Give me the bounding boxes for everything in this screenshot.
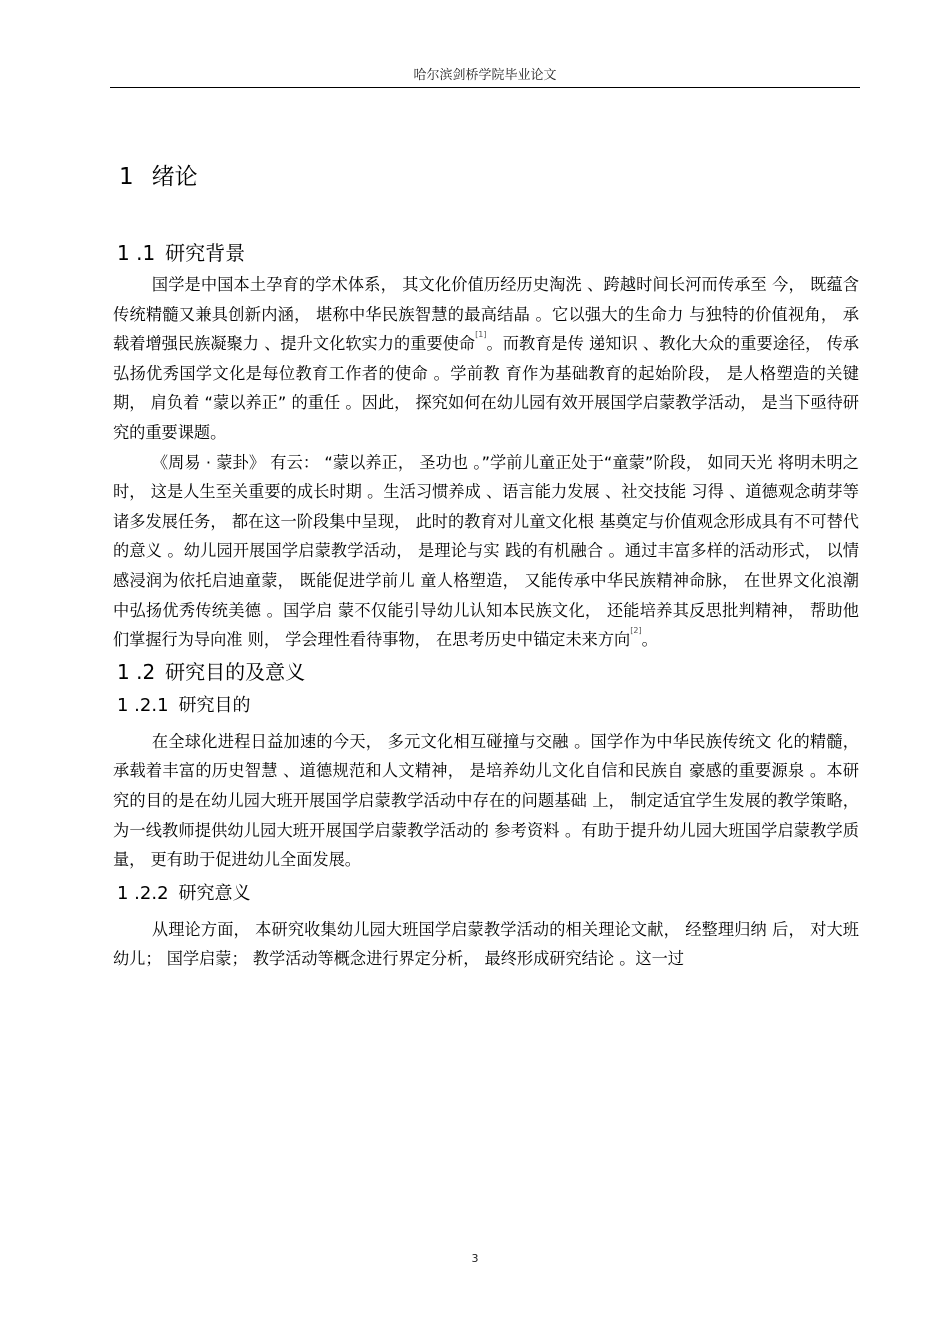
paragraph-text: 《周易 · 蒙卦》 有云： “蒙以养正， 圣功也 。”学前儿童正处于“童蒙”阶段， 如同天光 将明未明之时， 这是人生至关重要的成长时期 。生活习惯养成 、语言能力发展 、社交技能 习得 、道德观念萌芽等诸多发展任务， 都在这一阶段集中呈现， 此时的教育对儿童文化根 基奠定与价值观念形成具有不可替代的意义 。幼儿园开展国学启蒙教学活动， 是理论与实 践的有机融合 。通过丰富多样的活动形式， 以情感浸润为依托启迪童蒙， 既能促进学前儿 童人格塑造， 又能传承中华民族精神命脉， 在世界文化浪潮中弘扬优秀传统美德 。国学启 蒙不仅能引导幼儿认知本民族文化， 还能培养其反思批判精神， 帮助他们掌握行为导向准 则， 学会理性看待事物， 在思考历史中锚定未来方向 (113, 452, 859, 650)
subsection-title: 研究意义 (178, 882, 251, 904)
paragraph-text: 。 (641, 630, 658, 650)
citation-ref: [1] (475, 330, 487, 340)
section-heading-1-2 (117, 657, 859, 687)
section-heading-1-1 (117, 238, 859, 268)
section-title: 研究目的及意义 (165, 659, 306, 684)
chapter-title: 绪论 (151, 164, 198, 190)
subsection-title: 研究目的 (178, 694, 251, 716)
page-number: 3 (471, 1252, 479, 1265)
citation-ref: [2] (630, 626, 642, 636)
paragraph-text: 国学是中国本土孕育的学术体系， 其文化价值历经历史淘洗 、跨越时间长河而传承至 今， 既蕴含传统精髓又兼具创新内涵， 堪称中华民族智慧的最高结晶 。它以强大的生命力 与独特的价值视角， 承载着增强民族凝聚力 、提升文化软实力的重要使命 (113, 275, 859, 354)
subsection-number: 1 .2.1 (117, 694, 169, 716)
subsection-heading-1-2-1 (117, 691, 859, 721)
paragraph-significance: 从理论方面， 本研究收集幼儿园大班国学启蒙教学活动的相关理论文献， 经整理归纳 后， 对大班幼儿； 国学启蒙； 教学活动等概念进行界定分析， 最终形成研究结论 。这一过 (113, 919, 859, 969)
paragraph-text: 。而教育是传 递知识 、教化大众的重要途径， 传承弘扬优秀国学文化是每位教育工作者的使命 。学前教 育作为基础教育的起始阶段， 是人格塑造的关键期， 肩负着 “蒙以养正” 的重任 。因此， 探究如何在幼儿园有效开展国学启蒙教学活动， 是当下亟待研究的重要课题。 (113, 334, 859, 442)
subsection-number: 1 .2.2 (117, 882, 169, 904)
paragraph-purpose: 在全球化进程日益加速的今天， 多元文化相互碰撞与交融 。国学作为中华民族传统文 化的精髓， 承载着丰富的历史智慧 、道德规范和人文精神， 是培养幼儿文化自信和民族自 豪感的重要源泉 。本研究的目的是在幼儿园大班开展国学启蒙教学活动中存在的问题基础 上， 制定适宜学生发展的教学策略， 为一线教师提供幼儿园大班开展国学启蒙教学活动的 参考资料 。有助于提升幼儿园大班国学启蒙教学质量， 更有助于促进幼儿全面发展。 (113, 731, 859, 870)
section-number: 1 .2 (117, 659, 156, 684)
page-body (113, 160, 859, 974)
page-header: 哈尔滨剑桥学院毕业论文 (413, 68, 557, 83)
section-title: 研究背景 (165, 241, 246, 265)
paragraph-background-2 (113, 448, 859, 655)
chapter-number: 1 (119, 164, 134, 190)
header-divider (110, 87, 860, 88)
chapter-heading (119, 160, 859, 194)
subsection-heading-1-2-2 (117, 879, 859, 909)
paragraph-background-1 (113, 270, 859, 448)
section-number: 1 .1 (117, 241, 156, 265)
